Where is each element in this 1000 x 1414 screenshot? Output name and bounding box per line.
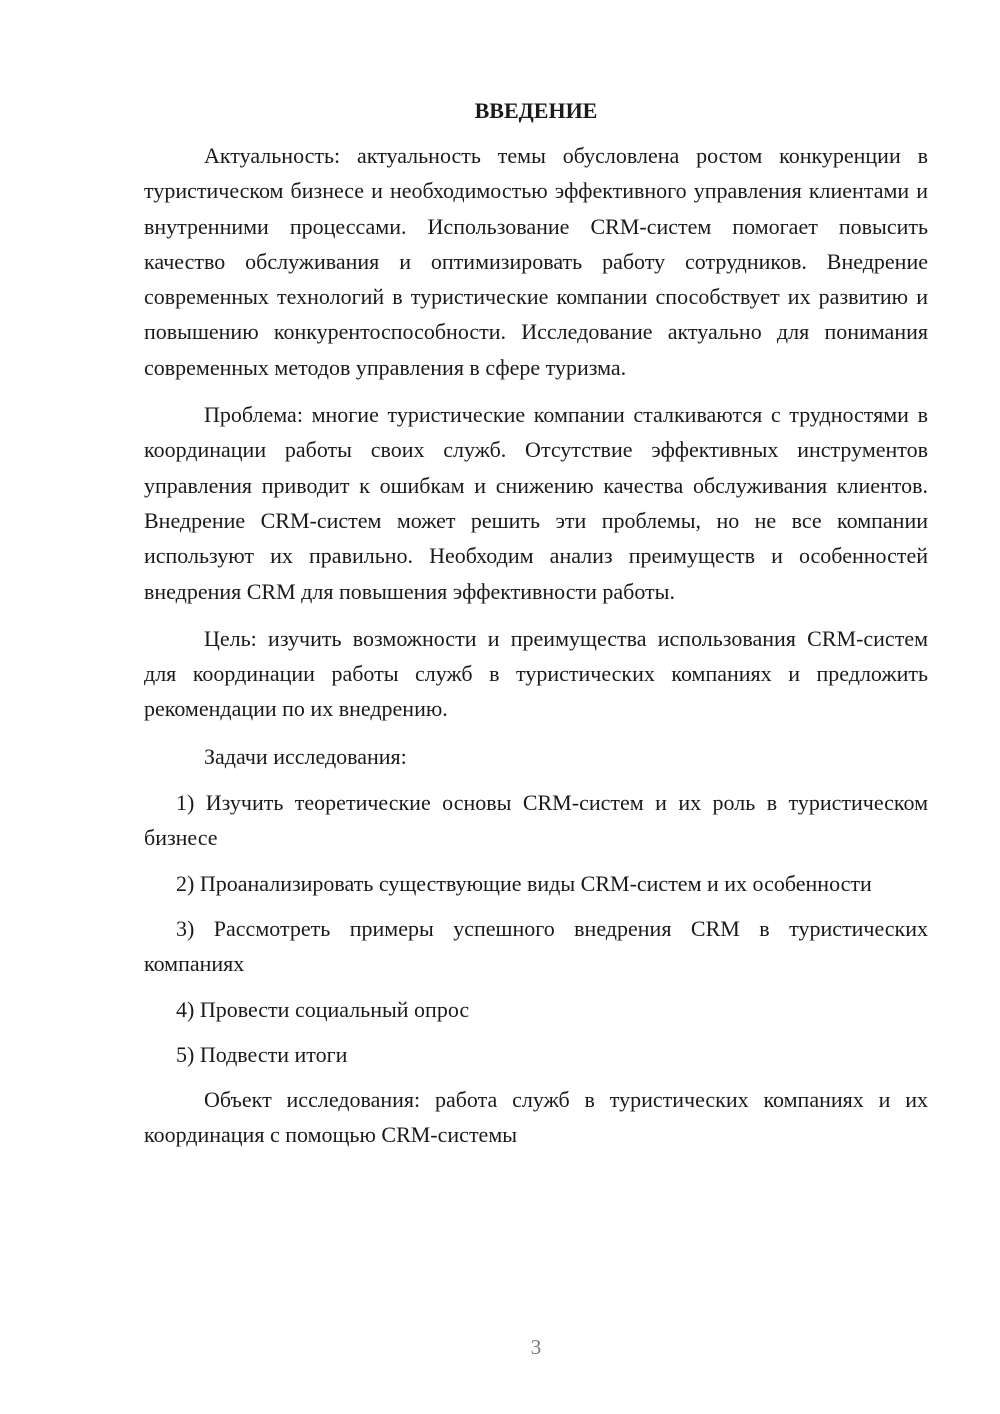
- object-paragraph: Объект исследования: работа служб в туристических компаниях и их координация с помощью CRM-системы: [144, 1087, 928, 1148]
- tasks-heading: Задачи исследования:: [204, 743, 407, 769]
- page-title: ВВЕДЕНИЕ: [474, 98, 598, 123]
- page-content: [144, 96, 928, 1153]
- goal-paragraph: Цель: изучить возможности и преимущества использования CRM-систем для координации работы служб в туристических компаниях и предложить рекомендации по их внедрению.: [144, 625, 928, 722]
- relevance-paragraph: Актуальность: актуальность темы обусловлена ростом конкуренции в туристическом бизнесе и необходимостью эффективного управления клиентами и внутренними процессами. Использование CRM-систем помогает повысить качество обслуживания и оптимизировать работу сотрудников. Внедрение современных технологий в туристические компании способствует их развитию и повышению конкурентоспособности. Исследование актуально для понимания современных методов управления в сфере туризма.: [144, 143, 928, 380]
- list-item: 4) Провести социальный опрос: [176, 996, 470, 1022]
- problem-paragraph: Проблема: многие туристические компании сталкиваются с трудностями в координации работы своих служб. Отсутствие эффективных инструментов управления приводит к ошибкам и снижению качества обслуживания клиентов. Внедрение CRM-систем может решить эти проблемы, но не все компании используют их правильно. Необходим анализ преимуществ и особенностей внедрения CRM для повышения эффективности работы.: [144, 402, 928, 604]
- page-number: 3: [530, 1335, 542, 1359]
- list-item: 1) Изучить теоретические основы CRM-систем и их роль в туристическом бизнесе: [144, 790, 928, 851]
- list-item: 3) Рассмотреть примеры успешного внедрения CRM в туристических компаниях: [144, 915, 928, 977]
- list-item: 5) Подвести итоги: [176, 1041, 348, 1067]
- list-item: 2) Проанализировать существующие виды CRM-систем и их особенности: [176, 870, 872, 896]
- tasks-list: [144, 785, 928, 1072]
